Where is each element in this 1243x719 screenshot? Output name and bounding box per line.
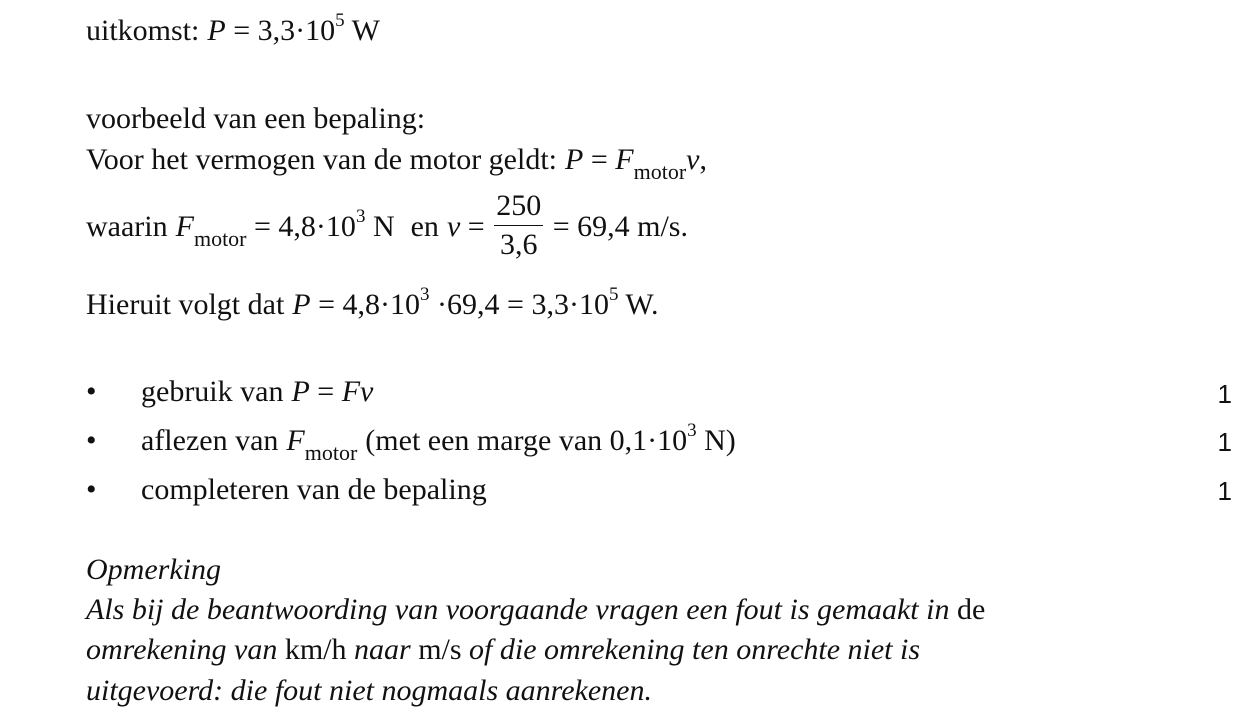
criterion-2 [141, 420, 736, 465]
subscript-motor: motor [304, 440, 358, 465]
symbol-F: F [615, 143, 634, 176]
criterion-1 [141, 377, 373, 407]
margin-exponent: 3 [687, 420, 697, 441]
margin-text: (met een marge van 0,1·10 [365, 424, 688, 457]
velocity-result: = 69,4 m/s. [545, 210, 688, 243]
equals: = [460, 210, 493, 243]
word-en: en [410, 210, 439, 243]
equals: = [583, 143, 616, 176]
symbol-v: v [360, 375, 374, 408]
calc-part-b: ·69,4 = 3,3·10 [429, 288, 609, 321]
result-line [86, 10, 380, 47]
remark-line-1 [86, 595, 985, 625]
bullet-3: • [86, 473, 97, 506]
criterion-3-text: completeren van de bepaling [141, 473, 487, 506]
result-exponent: 5 [335, 10, 345, 31]
symbol-P: P [292, 288, 311, 321]
unit-kmh: km/h [284, 633, 347, 666]
example-line-3 [86, 284, 659, 321]
remark-line-2 [86, 635, 920, 665]
bullet-1: • [86, 375, 97, 408]
unit-ms: m/s [418, 633, 462, 666]
result-value: = 3,3·10 [225, 14, 336, 47]
score-3: 1 [1217, 476, 1232, 506]
remark-line-1-italic: Als bij de beantwoording van voorgaande vragen een fout is gemaakt in [86, 593, 950, 626]
criterion-1-text: gebruik van [141, 375, 284, 408]
force-unit: N [365, 210, 395, 243]
example-heading-text: voorbeeld van een bepaling: [86, 102, 426, 135]
fraction-denominator: 3,6 [499, 227, 538, 261]
symbol-F: F [341, 375, 361, 408]
symbol-v: v [446, 210, 461, 243]
calc-unit: W. [618, 288, 659, 321]
criterion-2-text: aflezen van [141, 424, 279, 457]
margin-unit: N) [696, 424, 736, 457]
remark-line-2-italic-b: naar [346, 633, 419, 666]
result-symbol-P: P [207, 14, 226, 47]
fraction-numerator: 250 [494, 190, 543, 226]
calc-exponent-2: 5 [608, 284, 619, 305]
result-unit: W [344, 14, 380, 47]
example-line-2 [86, 189, 688, 262]
score-2: 1 [1217, 427, 1232, 457]
result-label: uitkomst: [86, 14, 200, 47]
force-exponent: 3 [355, 206, 366, 227]
calc-exponent-1: 3 [420, 284, 430, 305]
calc-part-a: = 4,8·10 [310, 288, 421, 321]
example-line-2-text: waarin [86, 210, 168, 243]
remark-line-2-italic-c: of die omrekening ten onrechte niet is [461, 633, 921, 666]
comma: , [699, 143, 707, 176]
symbol-F: F [286, 424, 305, 457]
remark-line-3: uitgevoerd: die fout niet nogmaals aanrekenen. [86, 674, 652, 707]
remark-line-2-italic-a: omrekening van [86, 633, 285, 666]
subscript-motor: motor [633, 159, 687, 184]
subscript-motor: motor [193, 226, 247, 251]
example-line-1 [86, 143, 707, 184]
symbol-F: F [175, 210, 194, 243]
bullet-2: • [86, 424, 97, 457]
example-heading [86, 104, 425, 134]
example-line-3-text: Hieruit volgt dat [86, 288, 285, 321]
example-line-1-text: Voor het vermogen van de motor geldt: [86, 143, 558, 176]
symbol-P: P [565, 143, 584, 176]
force-value: = 4,8·10 [246, 210, 356, 243]
remark-title: Opmerking [86, 553, 221, 586]
equals: = [309, 375, 342, 408]
fraction [494, 190, 543, 260]
remark-line-1-upright: de [949, 593, 986, 626]
criterion-3 [141, 475, 487, 505]
symbol-v: v [686, 143, 700, 176]
score-1: 1 [1217, 379, 1232, 409]
symbol-P: P [291, 375, 310, 408]
